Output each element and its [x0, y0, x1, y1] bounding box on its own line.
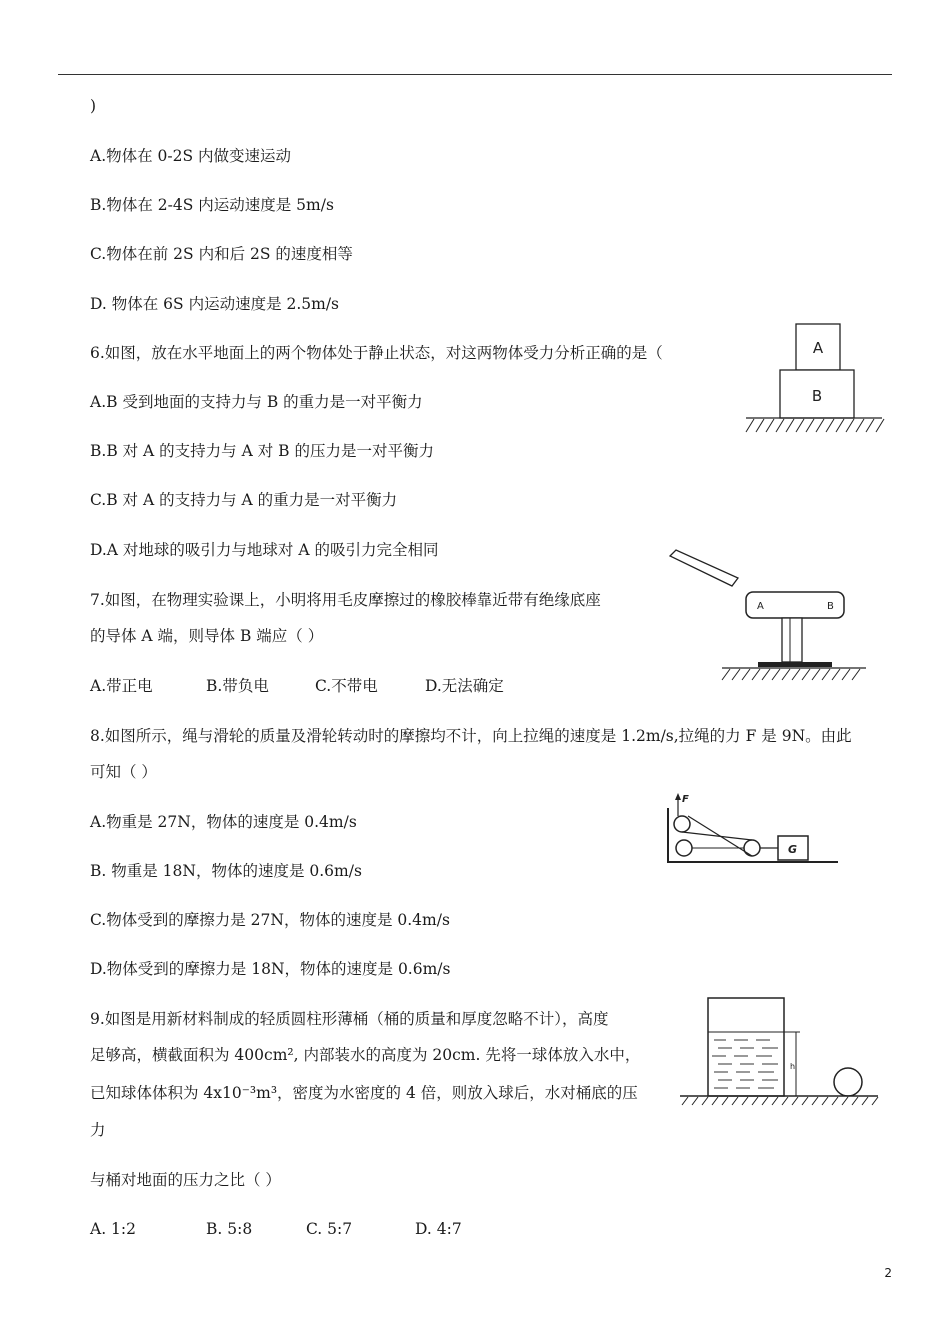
q8-fig-label-g: G — [788, 843, 798, 856]
q6-fig-label-a: A — [812, 339, 824, 357]
prev-option-c: C.物体在前 2S 内和后 2S 的速度相等 — [90, 245, 353, 263]
q7-figure-conductor — [670, 550, 870, 685]
q8-option-d: D.物体受到的摩擦力是 18N，物体的速度是 0.6m/s — [90, 960, 451, 978]
q9-fig-label-h: h — [790, 1062, 796, 1071]
q9-stem-line2: 足够高，横截面积为 400cm², 内部装水的高度为 20cm. 先将一球体放入水中， — [90, 1046, 641, 1064]
prev-question-tail: ) — [90, 97, 97, 115]
q9-figure-bucket — [678, 994, 880, 1108]
q8-option-c: C.物体受到的摩擦力是 27N，物体的速度是 0.4m/s — [90, 911, 450, 929]
q6-option-b: B.B 对 A 的支持力与 A 对 B 的压力是一对平衡力 — [90, 442, 434, 460]
q7-stem-line2: 的导体 A 端，则导体 B 端应（ ） — [90, 627, 324, 645]
q8-figure-pulley — [660, 790, 842, 870]
q9-stem-line1: 9.如图是用新材料制成的轻质圆柱形薄桶（桶的质量和厚度忽略不计），高度 — [90, 1010, 609, 1028]
q6-option-d: D.A 对地球的吸引力与地球对 A 的吸引力完全相同 — [90, 541, 439, 559]
q9-stem-line5: 与桶对地面的压力之比（ ） — [90, 1171, 281, 1189]
q8-option-b: B. 物重是 18N，物体的速度是 0.6m/s — [90, 862, 362, 880]
q7-option-d: D.无法确定 — [425, 677, 504, 695]
q7-option-c: C.不带电 — [315, 677, 378, 695]
prev-option-d: D. 物体在 6S 内运动速度是 2.5m/s — [90, 295, 340, 313]
q9-option-c: C. 5:7 — [306, 1220, 353, 1238]
q6-fig-label-b: B — [811, 387, 823, 405]
q6-figure-stacked-blocks — [740, 322, 885, 440]
q7-option-b: B.带负电 — [206, 677, 269, 695]
q9-stem-line4: 力 — [90, 1121, 106, 1139]
q8-option-a: A.物重是 27N，物体的速度是 0.4m/s — [90, 813, 357, 831]
q9-option-b: B. 5:8 — [206, 1220, 253, 1238]
q8-stem-line2: 可知（ ） — [90, 763, 157, 781]
q8-stem-line1: 8.如图所示，绳与滑轮的质量及滑轮转动时的摩擦均不计，向上拉绳的速度是 1.2m/s,拉绳的力 F 是 9N。由此 — [90, 727, 852, 745]
q6-option-c: C.B 对 A 的支持力与 A 的重力是一对平衡力 — [90, 491, 398, 509]
q7-fig-label-a: A — [757, 601, 764, 612]
q9-stem-line3: 已知球体体积为 4x10⁻³m³，密度为水密度的 4 倍，则放入球后，水对桶底的压 — [90, 1084, 638, 1102]
prev-option-b: B.物体在 2-4S 内运动速度是 5m/s — [90, 196, 334, 214]
q7-stem-line1: 7.如图，在物理实验课上，小明将用毛皮摩擦过的橡胶棒靠近带有绝缘底座 — [90, 591, 601, 609]
q9-option-d: D. 4:7 — [415, 1220, 462, 1238]
q7-fig-label-b: B — [827, 601, 834, 612]
q8-fig-label-f: F — [682, 794, 689, 805]
q6-option-a: A.B 受到地面的支持力与 B 的重力是一对平衡力 — [90, 393, 423, 411]
q7-option-a: A.带正电 — [90, 677, 153, 695]
prev-option-a: A.物体在 0-2S 内做变速运动 — [90, 147, 292, 165]
page-number: 2 — [884, 1266, 892, 1280]
q6-stem: 6.如图，放在水平地面上的两个物体处于静止状态，对这两物体受力分析正确的是（ — [90, 344, 663, 362]
header-rule — [58, 74, 892, 75]
q9-option-a: A. 1:2 — [90, 1220, 136, 1238]
